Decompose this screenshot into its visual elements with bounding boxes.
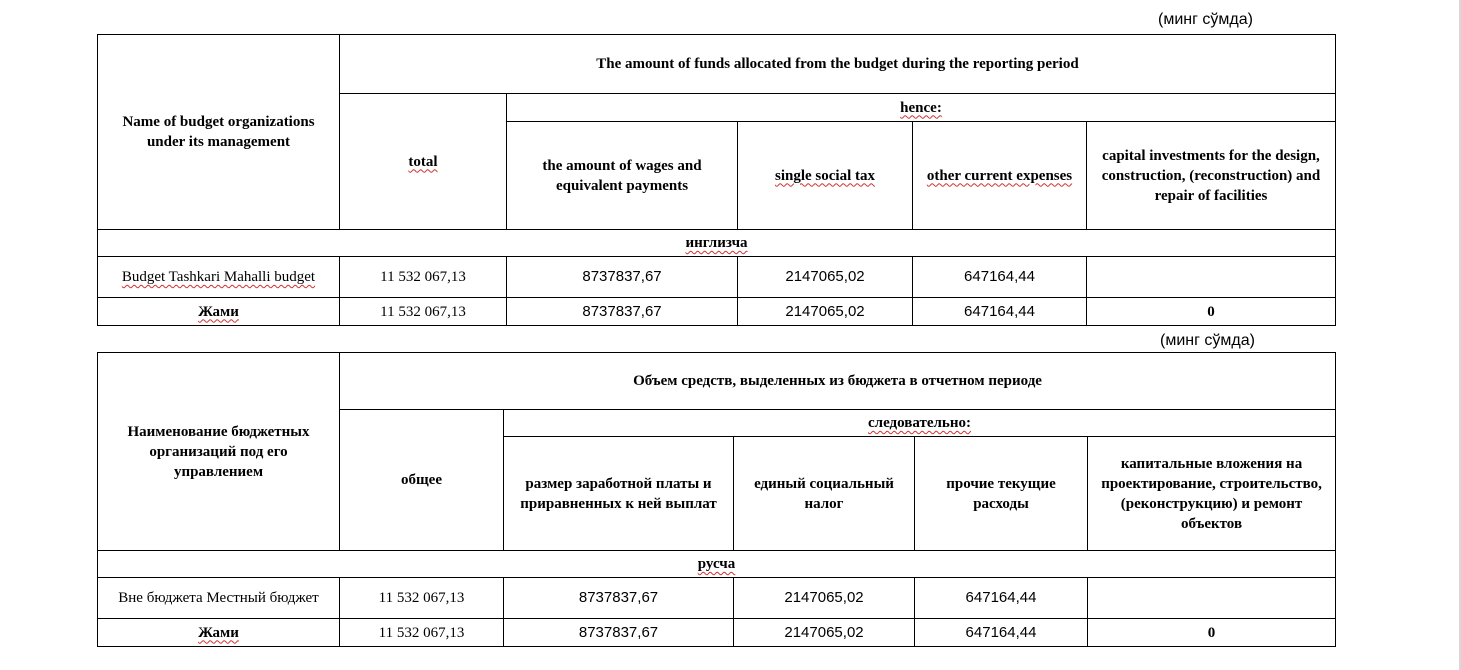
- header-name-of-organizations: Наименование бюджетных организаций под его управлением: [98, 353, 340, 551]
- summary-wages: 8737837,67: [504, 619, 734, 647]
- header-capital-investments: капитальные вложения на проектирование, строительство, (реконструкцию) и ремонт объектов: [1088, 437, 1336, 551]
- section-label: инглизча: [98, 230, 1336, 257]
- summary-social-tax: 2147065,02: [734, 619, 915, 647]
- summary-other: 647164,44: [915, 619, 1088, 647]
- header-hence: следовательно:: [504, 410, 1336, 437]
- summary-row: [98, 619, 1336, 647]
- budget-table-russian: [97, 352, 1336, 647]
- header-other-expenses: other current expenses: [913, 122, 1087, 230]
- header-total: общее: [340, 410, 504, 551]
- row-name: Budget Tashkari Mahalli budget: [98, 257, 340, 298]
- header-single-social-tax: единый социальный налог: [734, 437, 915, 551]
- row-capital: [1088, 578, 1336, 619]
- table-row: [98, 578, 1336, 619]
- unit-label-top: (минг сўмда): [1158, 11, 1253, 28]
- header-single-social-tax: single social tax: [738, 122, 913, 230]
- row-social-tax: 2147065,02: [738, 257, 913, 298]
- header-total: total: [340, 94, 507, 230]
- header-other-expenses: прочие текущие расходы: [915, 437, 1088, 551]
- header-wages: размер заработной платы и приравненных к ней выплат: [504, 437, 734, 551]
- row-other: 647164,44: [915, 578, 1088, 619]
- summary-name: Жами: [98, 619, 340, 647]
- summary-capital: 0: [1088, 619, 1336, 647]
- row-social-tax: 2147065,02: [734, 578, 915, 619]
- unit-label-bottom: (минг сўмда): [1160, 332, 1255, 349]
- header-wages: the amount of wages and equivalent payments: [507, 122, 738, 230]
- header-capital-investments: capital investments for the design, construction, (reconstruction) and repair of facilities: [1087, 122, 1336, 230]
- row-capital: [1087, 257, 1336, 298]
- summary-capital: 0: [1087, 298, 1336, 326]
- row-wages: 8737837,67: [504, 578, 734, 619]
- header-amount-allocated: Объем средств, выделенных из бюджета в отчетном периоде: [340, 353, 1336, 410]
- summary-row: [98, 298, 1336, 326]
- header-amount-allocated: The amount of funds allocated from the budget during the reporting period: [340, 35, 1336, 94]
- summary-total: 11 532 067,13: [340, 298, 507, 326]
- row-wages: 8737837,67: [507, 257, 738, 298]
- row-other: 647164,44: [913, 257, 1087, 298]
- row-name: Вне бюджета Местный бюджет: [98, 578, 340, 619]
- row-total: 11 532 067,13: [340, 578, 504, 619]
- budget-table-english: [97, 34, 1336, 326]
- summary-social-tax: 2147065,02: [738, 298, 913, 326]
- summary-other: 647164,44: [913, 298, 1087, 326]
- table-row: [98, 257, 1336, 298]
- summary-name: Жами: [98, 298, 340, 326]
- section-label: русча: [98, 551, 1336, 578]
- summary-total: 11 532 067,13: [340, 619, 504, 647]
- header-hence: hence:: [507, 94, 1336, 122]
- header-name-of-organizations: Name of budget organizations under its management: [98, 35, 340, 230]
- summary-wages: 8737837,67: [507, 298, 738, 326]
- row-total: 11 532 067,13: [340, 257, 507, 298]
